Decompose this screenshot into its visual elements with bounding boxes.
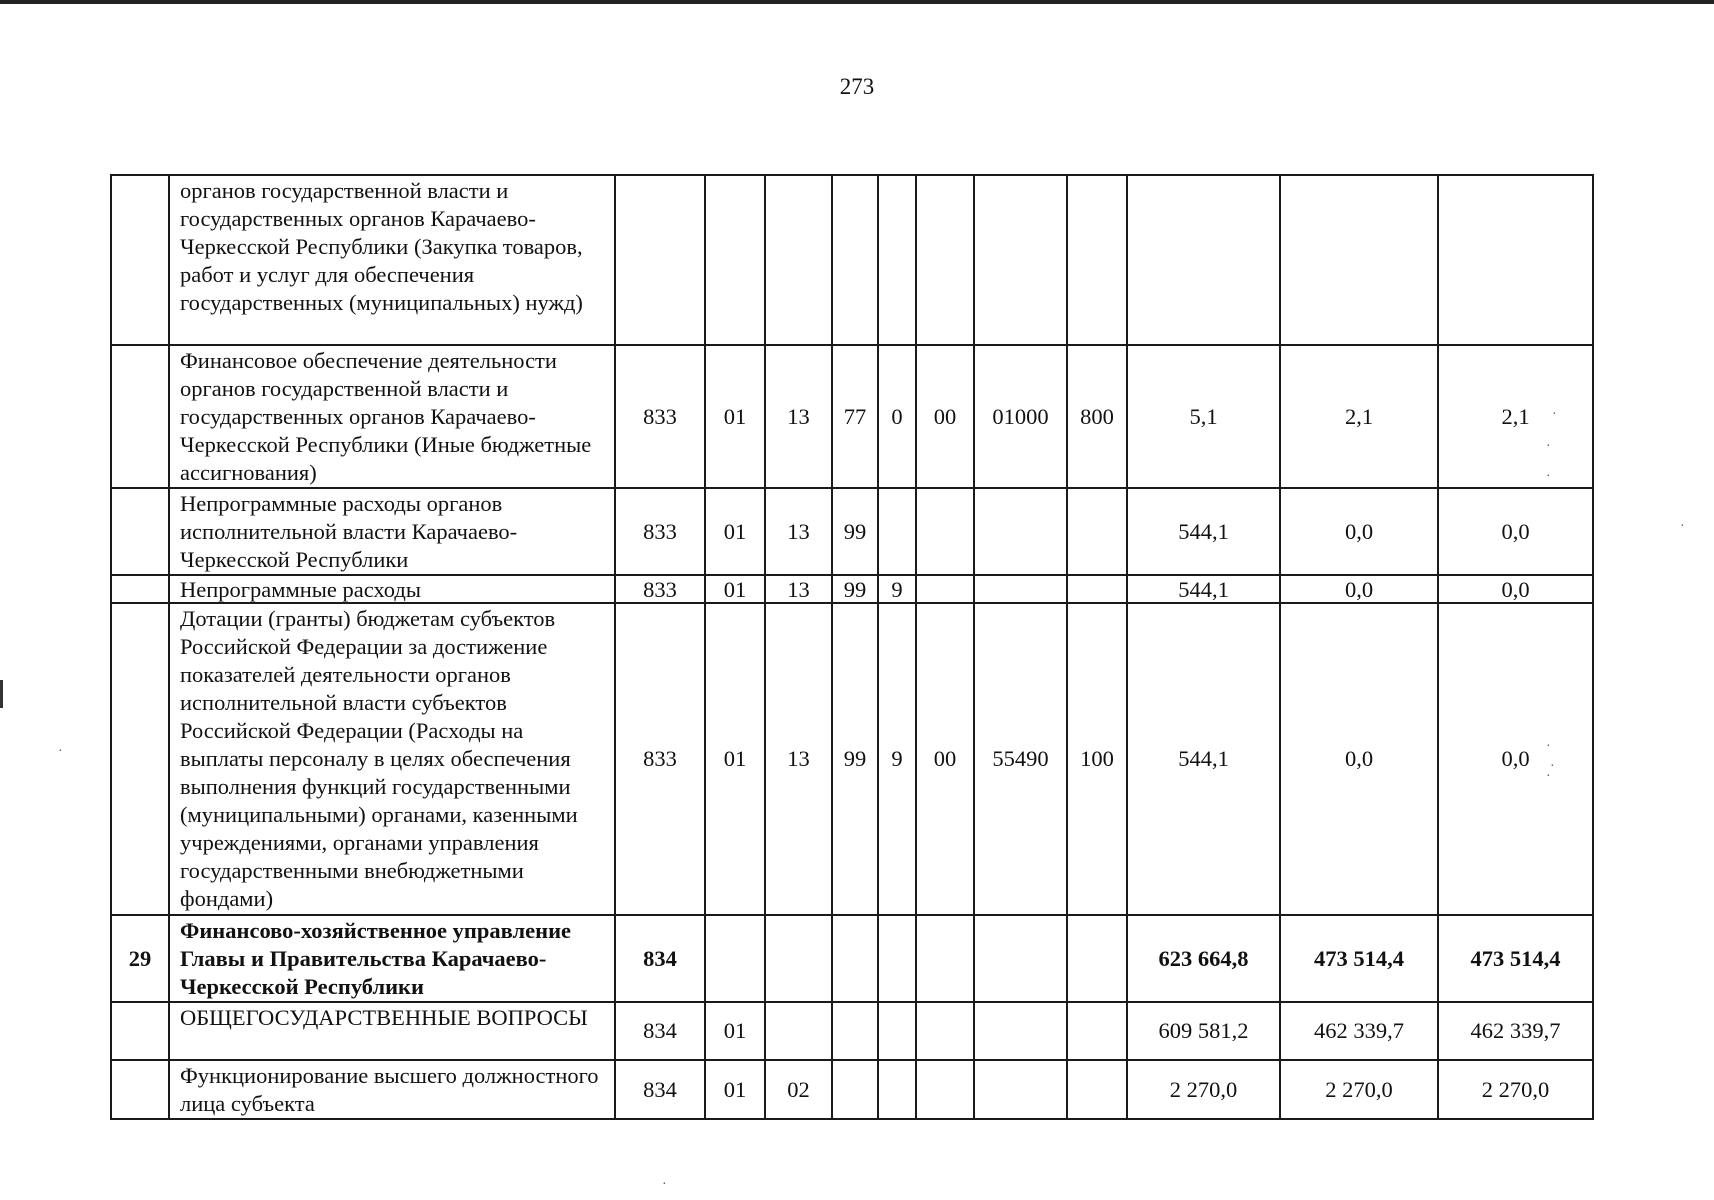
row-number	[111, 488, 169, 575]
code-expense-type	[1067, 575, 1127, 603]
row-name: ОБЩЕГОСУДАРСТВЕННЫЕ ВОПРОСЫ	[169, 1002, 615, 1060]
value-year-2: 0,0	[1280, 603, 1438, 915]
code-section: 01	[705, 1002, 765, 1060]
table-row	[111, 1060, 1593, 1119]
code-ministry: 833	[615, 575, 705, 603]
value-year-1: 544,1	[1127, 603, 1280, 915]
scan-speck: ·	[1552, 407, 1557, 422]
value-year-2: 0,0	[1280, 488, 1438, 575]
code-ministry: 834	[615, 1002, 705, 1060]
code-expense-type	[1067, 915, 1127, 1002]
row-number	[111, 1002, 169, 1060]
value-year-1: 2 270,0	[1127, 1060, 1280, 1119]
code-program	[832, 1060, 878, 1119]
code-program: 77	[832, 345, 878, 488]
table-row	[111, 175, 1593, 345]
row-name: Финансово-хозяйственное управление Главы и Правительства Карачаево-Черкесской Республики	[169, 915, 615, 1002]
row-number	[111, 603, 169, 915]
code-direction: 55490	[974, 603, 1067, 915]
row-number	[111, 1060, 169, 1119]
table-row	[111, 915, 1593, 1002]
scan-speck: ·	[1680, 519, 1685, 534]
value-year-3: 0,0	[1438, 575, 1593, 603]
scan-speck: ·	[1546, 739, 1551, 754]
value-year-2: 473 514,4	[1280, 915, 1438, 1002]
scan-speck: ·	[1546, 439, 1551, 454]
value-year-2	[1280, 175, 1438, 345]
code-subsection	[765, 915, 832, 1002]
value-year-3: 2,1	[1438, 345, 1593, 488]
code-section: 01	[705, 603, 765, 915]
code-subprogram: 0	[878, 345, 916, 488]
code-section: 01	[705, 488, 765, 575]
code-section: 01	[705, 1060, 765, 1119]
row-number: 29	[111, 915, 169, 1002]
row-name: Дотации (гранты) бюджетам субъектов Российской Федерации за достижение показателей деятельности органов исполнительной власти субъектов Российской Федерации (Расходы на выплаты персоналу в целях обеспечения выполнения функций государственными (муниципальными) органами, казенными учреждениями, органами управления государственными внебюджетными фондами)	[169, 603, 615, 915]
value-year-3: 2 270,0	[1438, 1060, 1593, 1119]
table-row	[111, 1002, 1593, 1060]
code-section: 01	[705, 345, 765, 488]
code-section	[705, 915, 765, 1002]
value-year-2: 2,1	[1280, 345, 1438, 488]
scan-speck: ·	[662, 1177, 667, 1192]
code-subprogram	[878, 488, 916, 575]
value-year-2: 0,0	[1280, 575, 1438, 603]
code-expense-type	[1067, 488, 1127, 575]
page-number: 273	[839, 74, 875, 99]
code-main-event	[916, 1002, 974, 1060]
row-name: Непрограммные расходы	[169, 575, 615, 603]
code-subsection: 13	[765, 345, 832, 488]
code-subprogram	[878, 915, 916, 1002]
value-year-1: 609 581,2	[1127, 1002, 1280, 1060]
code-program: 99	[832, 488, 878, 575]
code-program	[832, 1002, 878, 1060]
code-subsection: 13	[765, 575, 832, 603]
code-subsection: 02	[765, 1060, 832, 1119]
code-main-event: 00	[916, 345, 974, 488]
value-year-1: 544,1	[1127, 575, 1280, 603]
code-direction	[974, 575, 1067, 603]
code-direction	[974, 1002, 1067, 1060]
budget-table	[110, 174, 1594, 1120]
code-subsection	[765, 175, 832, 345]
table-row	[111, 345, 1593, 488]
code-program: 99	[832, 603, 878, 915]
value-year-3: 473 514,4	[1438, 915, 1593, 1002]
value-year-3: 0,0	[1438, 488, 1593, 575]
code-program	[832, 915, 878, 1002]
code-subsection	[765, 1002, 832, 1060]
code-section	[705, 175, 765, 345]
scan-speck: ·	[58, 744, 63, 759]
value-year-3: 462 339,7	[1438, 1002, 1593, 1060]
value-year-1: 544,1	[1127, 488, 1280, 575]
row-name: Финансовое обеспечение деятельности органов государственной власти и государственных органов Карачаево-Черкесской Республики (Иные бюджетные ассигнования)	[169, 345, 615, 488]
code-direction	[974, 915, 1067, 1002]
code-ministry: 834	[615, 1060, 705, 1119]
code-direction	[974, 175, 1067, 345]
code-subsection: 13	[765, 603, 832, 915]
code-subprogram	[878, 175, 916, 345]
code-subprogram: 9	[878, 603, 916, 915]
code-ministry: 834	[615, 915, 705, 1002]
code-ministry: 833	[615, 345, 705, 488]
value-year-2: 2 270,0	[1280, 1060, 1438, 1119]
row-name: Функционирование высшего должностного лица субъекта	[169, 1060, 615, 1119]
scan-speck: ·	[1546, 469, 1551, 484]
value-year-1: 5,1	[1127, 345, 1280, 488]
row-number	[111, 345, 169, 488]
code-subsection: 13	[765, 488, 832, 575]
code-program: 99	[832, 575, 878, 603]
scan-speck: ·	[1550, 759, 1555, 774]
scan-margin-mark	[0, 680, 3, 708]
value-year-1	[1127, 175, 1280, 345]
row-name: Непрограммные расходы органов исполнительной власти Карачаево-Черкесской Республики	[169, 488, 615, 575]
code-subprogram: 9	[878, 575, 916, 603]
code-ministry: 833	[615, 488, 705, 575]
value-year-3: 0,0	[1438, 603, 1593, 915]
code-program	[832, 175, 878, 345]
code-section: 01	[705, 575, 765, 603]
value-year-1: 623 664,8	[1127, 915, 1280, 1002]
code-main-event	[916, 915, 974, 1002]
code-expense-type	[1067, 1060, 1127, 1119]
code-expense-type: 800	[1067, 345, 1127, 488]
code-main-event: 00	[916, 603, 974, 915]
table-row	[111, 603, 1593, 915]
code-main-event	[916, 575, 974, 603]
code-expense-type: 100	[1067, 603, 1127, 915]
code-subprogram	[878, 1002, 916, 1060]
code-ministry: 833	[615, 603, 705, 915]
value-year-3	[1438, 175, 1593, 345]
row-number	[111, 575, 169, 603]
table-row	[111, 575, 1593, 603]
code-direction: 01000	[974, 345, 1067, 488]
scan-speck: ·	[1546, 769, 1551, 784]
code-ministry	[615, 175, 705, 345]
code-direction	[974, 488, 1067, 575]
code-subprogram	[878, 1060, 916, 1119]
row-name: органов государственной власти и государственных органов Карачаево-Черкесской Республики (Закупка товаров, работ и услуг для обеспечения государственных (муниципальных) нужд)	[169, 175, 615, 345]
top-scan-border	[0, 0, 1714, 4]
code-main-event	[916, 488, 974, 575]
value-year-2: 462 339,7	[1280, 1002, 1438, 1060]
code-expense-type	[1067, 175, 1127, 345]
code-main-event	[916, 1060, 974, 1119]
code-expense-type	[1067, 1002, 1127, 1060]
table-row	[111, 488, 1593, 575]
row-number	[111, 175, 169, 345]
code-main-event	[916, 175, 974, 345]
code-direction	[974, 1060, 1067, 1119]
